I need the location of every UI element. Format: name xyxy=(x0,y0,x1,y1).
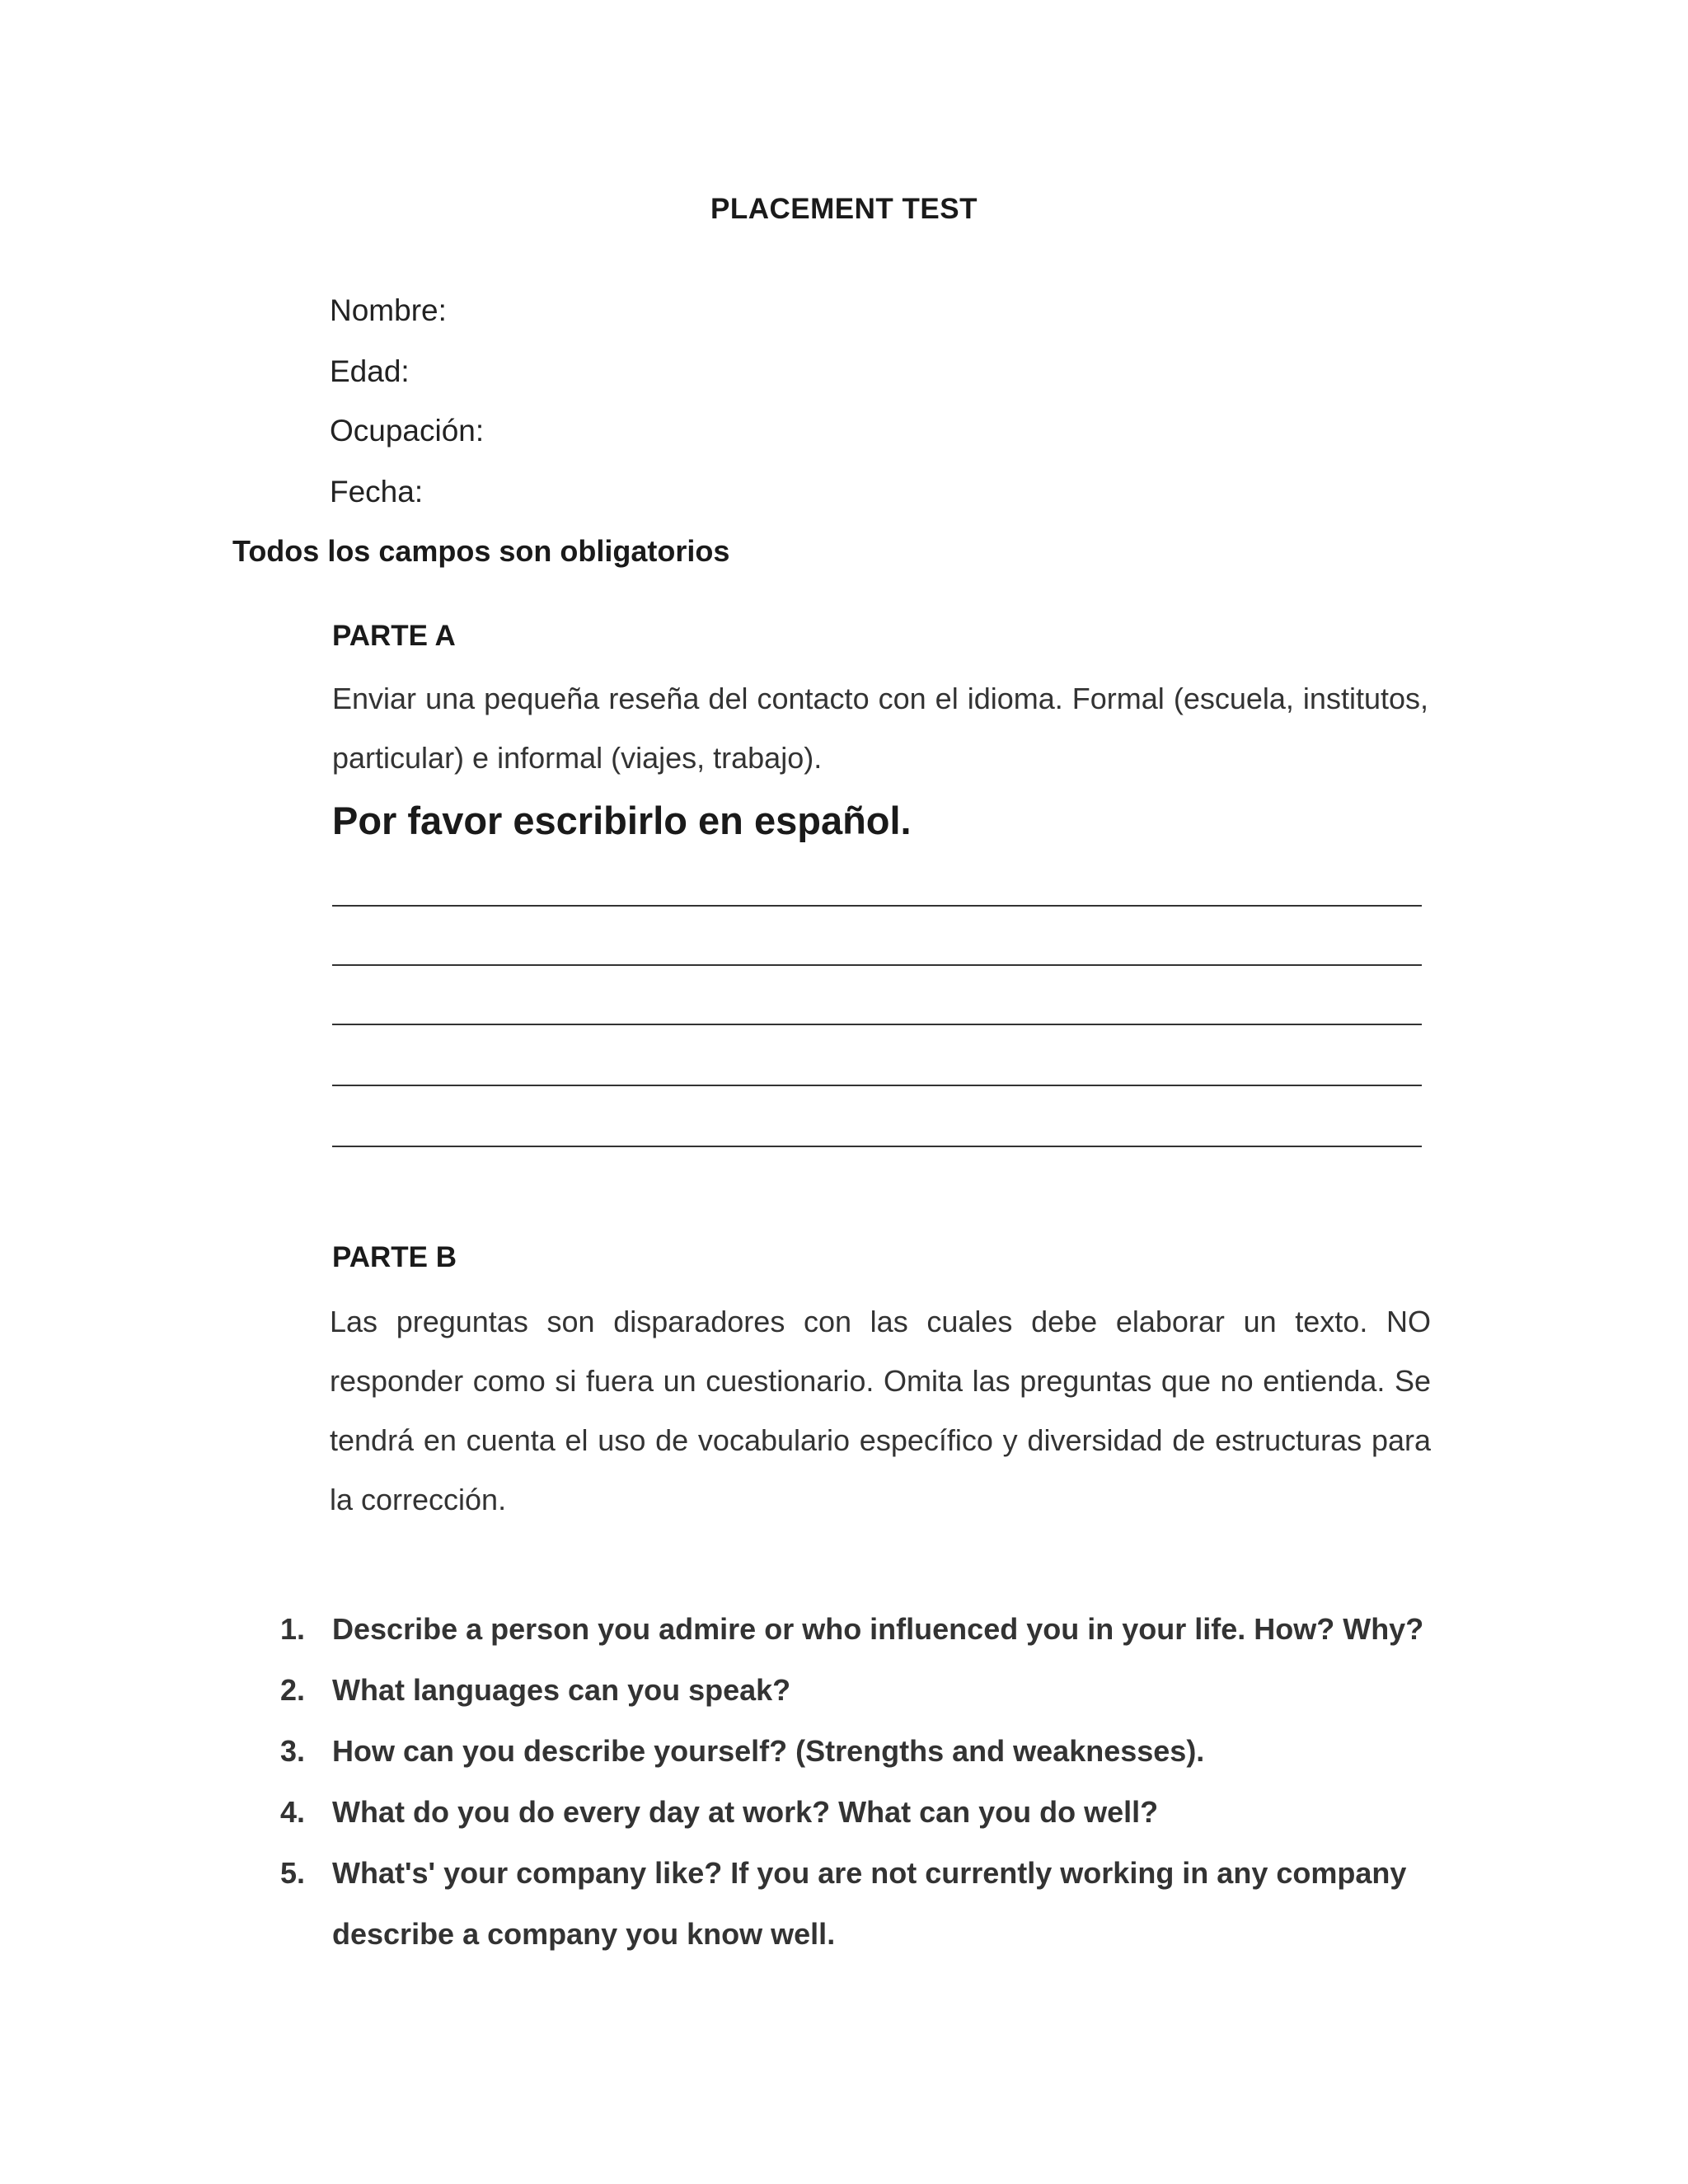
question-item xyxy=(272,1782,1442,1843)
question-number: 5. xyxy=(279,1856,305,1890)
required-note: Todos los campos son obligatorios xyxy=(232,534,730,568)
writing-line-1 xyxy=(332,905,1422,907)
writing-line-2 xyxy=(332,964,1422,966)
field-fecha: Fecha: xyxy=(330,475,424,509)
writing-line-4 xyxy=(332,1085,1422,1086)
parte-b-instructions: Las preguntas son disparadores con las cuales debe elaborar un texto. NO responder como si fuera un cuestionario. Omita las preguntas que no entienda. Se tendrá en cuenta el uso de vocabulario específico y diversidad de estructuras para la corrección. xyxy=(330,1305,1431,1516)
question-item xyxy=(272,1660,1442,1721)
writing-line-3 xyxy=(332,1024,1422,1025)
writing-line-5 xyxy=(332,1146,1422,1147)
page-title: PLACEMENT TEST xyxy=(710,193,978,225)
question-number: 2. xyxy=(279,1673,305,1707)
question-text: What's' your company like? If you are not currently working in any company describe a company you know well. xyxy=(332,1856,1407,1951)
question-item xyxy=(272,1721,1442,1782)
question-item xyxy=(272,1599,1442,1660)
parte-a-instructions: Enviar una pequeña reseña del contacto con el idioma. Formal (escuela, institutos, particular) e informal (viajes, trabajo). xyxy=(332,682,1428,775)
question-number: 3. xyxy=(279,1734,305,1768)
question-text: Describe a person you admire or who influenced you in your life. How? Why? xyxy=(332,1612,1424,1646)
question-text: How can you describe yourself? (Strengths and weaknesses). xyxy=(332,1734,1205,1768)
parte-a-emphasis: Por favor escribirlo en español. xyxy=(332,799,912,842)
field-edad: Edad: xyxy=(330,354,410,388)
question-text: What languages can you speak? xyxy=(332,1673,791,1707)
question-item xyxy=(272,1843,1442,1965)
question-text: What do you do every day at work? What can you do well? xyxy=(332,1795,1159,1829)
field-nombre: Nombre: xyxy=(330,293,447,327)
question-number: 4. xyxy=(279,1795,305,1829)
parte-a-heading: PARTE A xyxy=(332,620,456,652)
question-number: 1. xyxy=(279,1612,305,1646)
field-ocupacion: Ocupación: xyxy=(330,414,485,448)
parte-b-heading: PARTE B xyxy=(332,1241,457,1273)
question-list xyxy=(272,1599,1442,1965)
